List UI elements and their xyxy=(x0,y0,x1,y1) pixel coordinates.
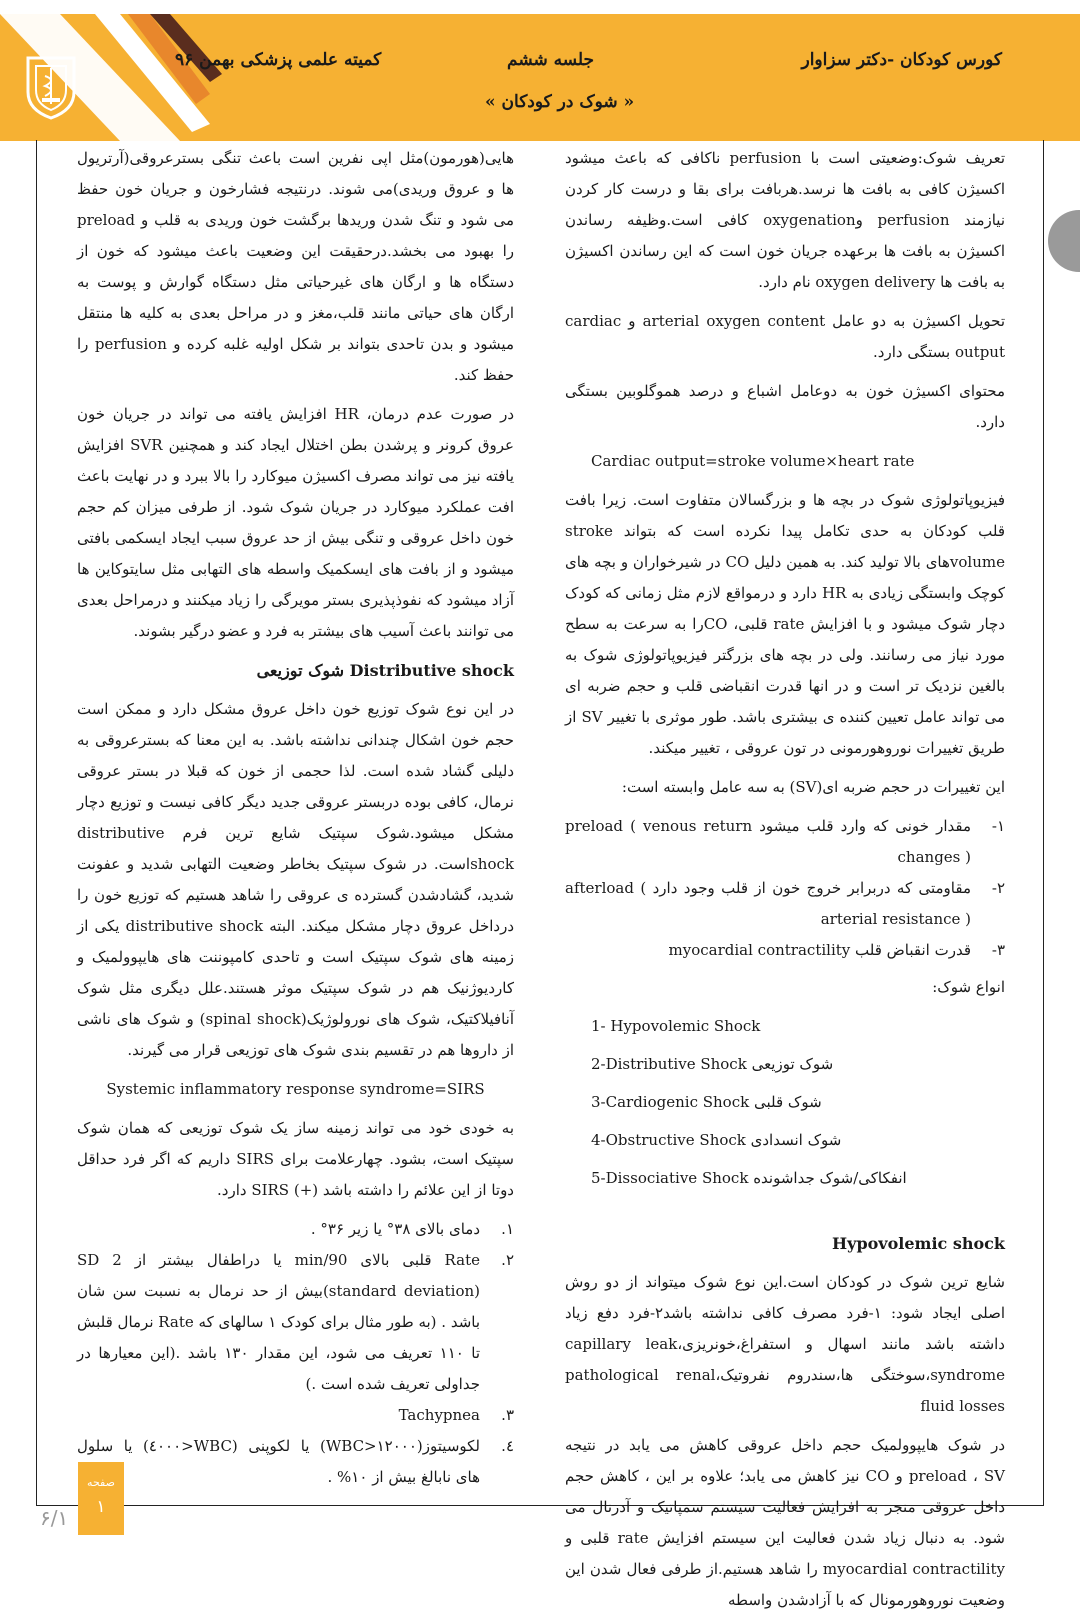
topic-title: « شوک در کودکان » xyxy=(485,92,635,112)
left-column xyxy=(77,143,514,1493)
distributive-heading: Distributive shock شوک توزیعی xyxy=(256,661,514,680)
list-item xyxy=(565,811,1005,873)
list-item: 2-Distributive Shock شوک توزیعی xyxy=(591,1055,834,1073)
list-item xyxy=(77,1245,514,1400)
session-title: جلسه ششم xyxy=(507,50,595,70)
page-header xyxy=(0,14,1080,141)
shock-types-list xyxy=(565,1011,1005,1194)
oxygen-delivery-text: تحویل اکسیژن به دو عامل arterial oxygen content و cardiac output بستگی دارد. xyxy=(565,312,1006,361)
page-label: صفحه xyxy=(87,1476,115,1489)
list-item xyxy=(77,1400,514,1431)
list-text: مقاومتی که دربرابر خروج خون از قلب وجود دارد afterload ( arterial resistance ) xyxy=(565,879,971,928)
sv-factors-intro: این تغییرات در حجم ضربه ای(SV) به سه عامل وابسته است: xyxy=(621,778,1005,796)
list-item: 3-Cardiogenic Shock شوک قلبی xyxy=(591,1093,822,1111)
untreated-text: در صورت عدم درمان، HR افزایش یافته می تواند در جریان خون عروق کرونر و پرشدن بطن اختلال ایجاد کند و همچنین SVR افزایش یافته نیز می تواند مصرف اکسیژن میوکارد را بالا ببرد و در نهایت باعث افت عملکرد میوکارد در جریان شوک شود. از طرفی میزان کم حجم خون داخل عروقی و تنگی بیش از حد عروق سبب ایجاد ایسکمی بافتی میشود و از بافت های ایسکمیک واسطه های التهابی مثل سایتوکاین ها آزاد میشود که نفوذپذیری بستر مویرگی را زیاد میکنند و درمراحل بعدی می توانند باعث آسیب های بیشتر به فرد و عضو درگیر بشوند. xyxy=(77,405,514,640)
shock-types-heading: انواع شوک: xyxy=(932,978,1005,996)
right-column xyxy=(565,143,1005,1624)
list-text: مقدار خونی که وارد قلب میشود preload ( venous return changes ) xyxy=(565,817,971,866)
list-text: Tachypnea xyxy=(398,1406,480,1424)
compensation-text: هایی(هورمون)مثل اپی نفرین است باعث تنگی بسترعروقی(آرتریول ها و عروق وریدی)می شوند. درنتیجه فشارخون و جریان خون حفظ می شود و تنگ شدن وریدها برگشت خون وریدی به قلب و preload را بهبود می بخشد.درحقیقت این وضعیت باعث میشود که خون از دستگاه ها و ارگان های غیرحیاتی مثل دستگاه گوارش و پوست به ارگان های حیاتی مانند قلب،مغز و در مراحل بعدی به کلیه ها منتقل میشود و بدن تاحدی بتواند بر شکل اولیه غلبه کرده و perfusion را حفظ کند. xyxy=(77,149,514,384)
list-item xyxy=(77,1214,514,1245)
list-item: 5-Dissociative Shock انفکاکی/شوک جداشونده xyxy=(591,1169,907,1187)
list-number: ۳- xyxy=(991,941,1005,959)
list-number: ۲. xyxy=(501,1251,514,1269)
page-count: ۶/۱ xyxy=(40,1506,69,1530)
list-text: لکوسیتوز(WBC>۱۲۰۰۰) یا لکوپنی (WBC<٤۰۰۰) یا سلول های نابالغ بیش از ۱۰% . xyxy=(77,1437,480,1486)
list-number: ۱. xyxy=(501,1220,514,1238)
hypovolemic-text: شایع ترین شوک در کودکان است.این نوع شوک میتواند از دو روش اصلی ایجاد شود: ۱-فرد مصرف کافی نداشته باشد۲-فرد دفع زیاد داشته باشد مانند اسهال و استفراغ،خونریزی،capillary leak syndrome،سوختگی ها،سندروم نفروتیک،pathological renal fluid losses xyxy=(565,1273,1006,1415)
list-item xyxy=(565,935,1005,966)
physiopathology-text: فیزیوپاتولوژی شوک در بچه ها و بزرگسالان متفاوت است. زیرا بافت قلب کودکان به حدی تکامل پیدا نکرده است که بتواند stroke volumeهای بالا تولید کند. به همین دلیل CO در شیرخواران و بچه های کوچک وابستگی زیادی به HR دارد و درمواقع لازم مثل زمانی که کودک دچار شوک میشود و با افزایش rate قلبی، COرا به سرعت به سطح مورد نیاز می رسانند. ولی در بچه های بزرگتر فیزیوپاتولوژی شوک به بالغین نزدیک تر است و در انها قدرت انقباضی قلب و حجم ضربه ای می تواند عامل تعیین کننده ی بیشتری باشد. طور موثری با تغییر SV از طریق تغییرات نوروهورمونی در تون عروقی ، تغییر میکند. xyxy=(565,491,1006,757)
hypovolemic-heading: Hypovolemic shock xyxy=(832,1234,1005,1253)
list-number: ۲- xyxy=(991,879,1005,897)
shock-definition: تعریف شوک:وضعیتی است با perfusion ناکافی که باعث میشود اکسیژن کافی به بافت ها نرسد.هربافت برای بقا و درست کار کردن نیازمند perfusion وoxygenation کافی است.وظیفه رساندن اکسیژن به بافت ها برعهده جریان خون است که این رساندن اکسیژن به بافت ها oxygen delivery نام دارد. xyxy=(565,149,1005,291)
course-title: کورس کودکان -دکتر سزاوار xyxy=(801,50,1002,70)
oxygen-content-text: محتوای اکسیژن خون به دوعامل اشباع و درصد هموگلوبین بستگی دارد. xyxy=(565,382,1005,431)
scroll-indicator xyxy=(1048,210,1080,272)
university-logo-icon xyxy=(24,52,78,120)
page-number: ۱ xyxy=(96,1497,106,1517)
list-number: ٤. xyxy=(501,1437,514,1455)
list-item xyxy=(77,1431,514,1493)
list-text: دمای بالای ۳۸° یا زیر ۳۶° . xyxy=(310,1220,480,1238)
list-number: ۳. xyxy=(501,1406,514,1424)
committee-title: کمیته علمی پزشکی بهمن ۹۶ xyxy=(175,50,382,70)
sirs-text: به خودی خود می تواند زمینه ساز یک شوک توزیعی که همان شوک سپتیک است، بشود. چهارعلامت برای SIRS داریم که اگر فرد حداقل دوتا از این علائم را داشته باشد (+) SIRS دارد. xyxy=(77,1119,515,1199)
list-item xyxy=(565,873,1005,935)
page-number-box xyxy=(78,1462,124,1535)
list-item: 4-Obstructive Shock شوک انسدادی xyxy=(591,1131,842,1149)
list-text: Rate قلبی بالای 90/min یا دراطفال بیشتر از 2 SD (standard deviation)بیش از حد نرمال به نسبت سن شان باشد . (به طور مثال برای کودک ۱ سالهای که Rate نرمال قلبش تا ۱۱۰ تعریف می شود، این مقدار ۱۳۰ باشد .(این معیارها در جداولی تعریف شده است .) xyxy=(77,1251,481,1393)
cardiac-output-formula: Cardiac output=stroke volume×heart rate xyxy=(591,452,915,470)
distributive-text: در این نوع شوک توزیع خون داخل عروق مشکل دارد و ممکن است حجم خون اشکال چندانی نداشته باشد. به این معنا که بسترعروقی به دلیلی گشاد شده است. لذا حجمی از خون که قبلا در بستر عروقی نرمال، کافی بوده دربستر عروقی جدید دیگر کافی نیست و توزیع دچار مشکل میشود.شوک سپتیک شایع ترین فرم distributive shockاست. در شوک سپتیک بخاطر وضعیت التهابی شدید و عفونت شدید، گشادشدن گسترده ی عروقی را شاهد هستیم که توزیع خون را درداخل عروق دچار مشکل میکند. البته distributive shock یکی از زمینه های شوک سپتیک است و تاحدی کامپوننت های هایپوولمیک و کاردیوژنیک هم در شوک سپتیک موثر هستند.علل دیگری مثل شوک آنافیلاکتیک، شوک های نورولوژیک(spinal shock) و شوک های ناشی از داروها هم در تقسیم بندی شوک های توزیعی قرار می گیرند. xyxy=(77,700,514,1059)
hypovolemic-mechanism-text: در شوک هایپوولمیک حجم داخل عروقی کاهش می یابد در نتیجه preload ، SV و CO نیز کاهش می یابد؛ علاوه بر این ، کاهش حجم داخل عروقی منجر به افزایش فعالیت سیستم سمپاتیک و آدرنال می شود. به دنبال زیاد شدن فعالیت این سیستم افزایش rate قلبی و myocardial contractility را شاهد هستیم.از طرفی فعال شدن این وضعیت نوروهورمونال که با آزادشدن واسطه xyxy=(565,1436,1006,1609)
list-item: 1- Hypovolemic Shock xyxy=(591,1017,761,1035)
list-text: قدرت انقباض قلب myocardial contractility xyxy=(668,941,971,959)
sirs-definition: Systemic inflammatory response syndrome=SIRS xyxy=(106,1080,485,1098)
list-number: ۱- xyxy=(991,817,1005,835)
